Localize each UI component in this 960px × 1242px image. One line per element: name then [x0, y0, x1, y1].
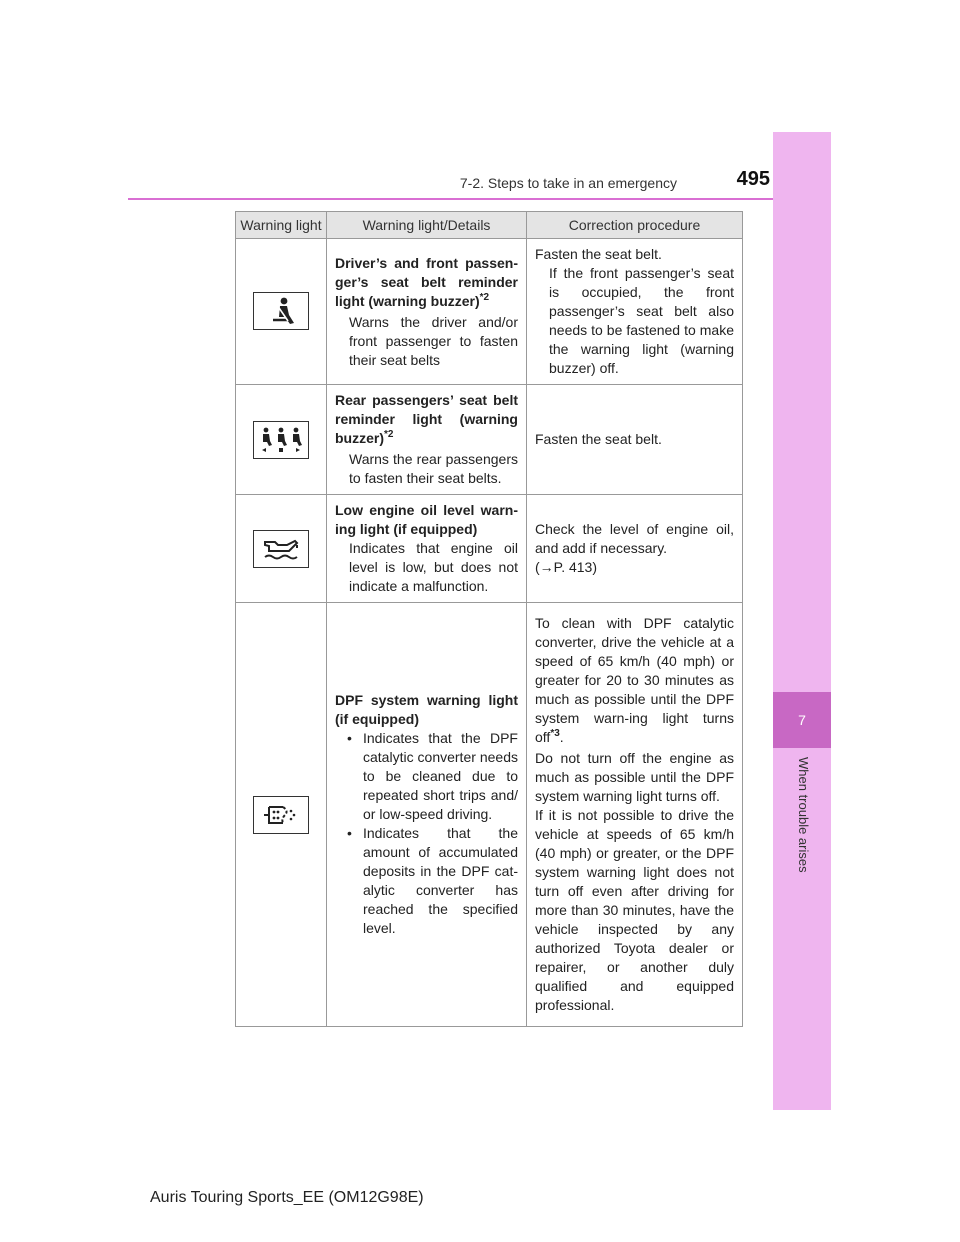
section-title: 7-2. Steps to take in an emergency [459, 175, 677, 191]
details-cell [327, 495, 527, 603]
column-header: Warning light [236, 212, 327, 239]
header-rule [128, 198, 831, 200]
warning-description: Warns the driver and/or front passenger to fasten their seat belts [349, 313, 518, 368]
correction-cell [527, 495, 743, 603]
page-reference: (→P. 413) [535, 559, 597, 575]
footnote-ref: *3 [550, 728, 560, 739]
correction-paragraph: If it is not possible to drive the vehicle at speeds of 65 km/h (40 mph) or greater, or the DPF system warning light does not turn off even after driving for more than 30 minutes, have the vehicle inspected by any authorized Toyota dealer or repairer, or another duly qualified and equipped professional. [535, 807, 734, 1013]
column-header: Correction procedure [527, 212, 743, 239]
chapter-label: When trouble arises [796, 757, 811, 873]
table-row [236, 603, 743, 1027]
correction-cell [527, 239, 743, 385]
warning-title: DPF system warning light (if equipped) [335, 692, 518, 727]
table-row [236, 239, 743, 385]
warning-title: Driver’s and front passen-ger’s seat belt reminder light (warning buzzer)$^{*2}$ [335, 254, 518, 309]
icon-cell [236, 603, 327, 1027]
list-item: • Indicates that the DPF catalytic converter needs to be cleaned due to repeated short trips and/ or low-speed driving. [345, 729, 518, 824]
details-cell [327, 239, 527, 385]
page-number: 495 [736, 168, 770, 190]
table-row [236, 495, 743, 603]
table-row [236, 385, 743, 495]
chapter-tab [773, 692, 831, 748]
table-header-row [236, 212, 743, 239]
column-header: Warning light/Details [327, 212, 527, 239]
low-oil-level-icon [253, 530, 309, 568]
warning-title: Rear passengers’ seat belt reminder light (warning buzzer)$^{*2}$ [335, 392, 518, 446]
seat-belt-reminder-icon [253, 292, 309, 330]
footnote-ref: *2 [479, 291, 490, 303]
warning-description: Warns the rear passengers to fasten their seat belts. [349, 451, 518, 486]
icon-cell [236, 385, 327, 495]
chapter-number: 7 [798, 712, 806, 728]
details-list [335, 729, 518, 938]
warning-title: Low engine oil level warn-ing light (if equipped) [335, 502, 518, 537]
dpf-system-icon [253, 796, 309, 834]
icon-cell [236, 495, 327, 603]
icon-cell [236, 239, 327, 385]
warning-light-table [235, 211, 743, 1027]
correction-title: Fasten the seat belt. [535, 246, 662, 262]
rear-seat-belt-reminder-icon [253, 421, 309, 459]
list-item: • Indicates that the amount of accumulated deposits in the DPF cat-alytic converter has reached the specified level. [345, 824, 518, 938]
details-cell [327, 603, 527, 1027]
correction-paragraph: To clean with DPF catalytic converter, drive the vehicle at a speed of 65 km/h (40 mph) or greater for 20 to 30 minutes as much as possible until the DPF system warn-ing light turns off$^{*3}$. [535, 615, 734, 745]
correction-detail: If the front passenger’s seat is occupied, the front passenger’s seat belt also needs to be fastened to make the warning light (warning buzzer) off. [549, 265, 734, 376]
footnote-ref: *2 [384, 429, 394, 440]
chapter-side-strip [773, 132, 831, 1110]
correction-cell [527, 385, 743, 495]
correction-text: Fasten the seat belt. [535, 431, 662, 447]
correction-cell [527, 603, 743, 1027]
warning-description: Indicates that engine oil level is low, but does not indicate a malfunction. [349, 540, 518, 594]
footer-model-code: Auris Touring Sports_EE (OM12G98E) [150, 1189, 424, 1206]
details-cell [327, 385, 527, 495]
correction-text: Check the level of engine oil, and add if necessary. [535, 521, 734, 556]
correction-paragraph: Do not turn off the engine as much as possible until the DPF system warning light turns off. [535, 750, 734, 804]
